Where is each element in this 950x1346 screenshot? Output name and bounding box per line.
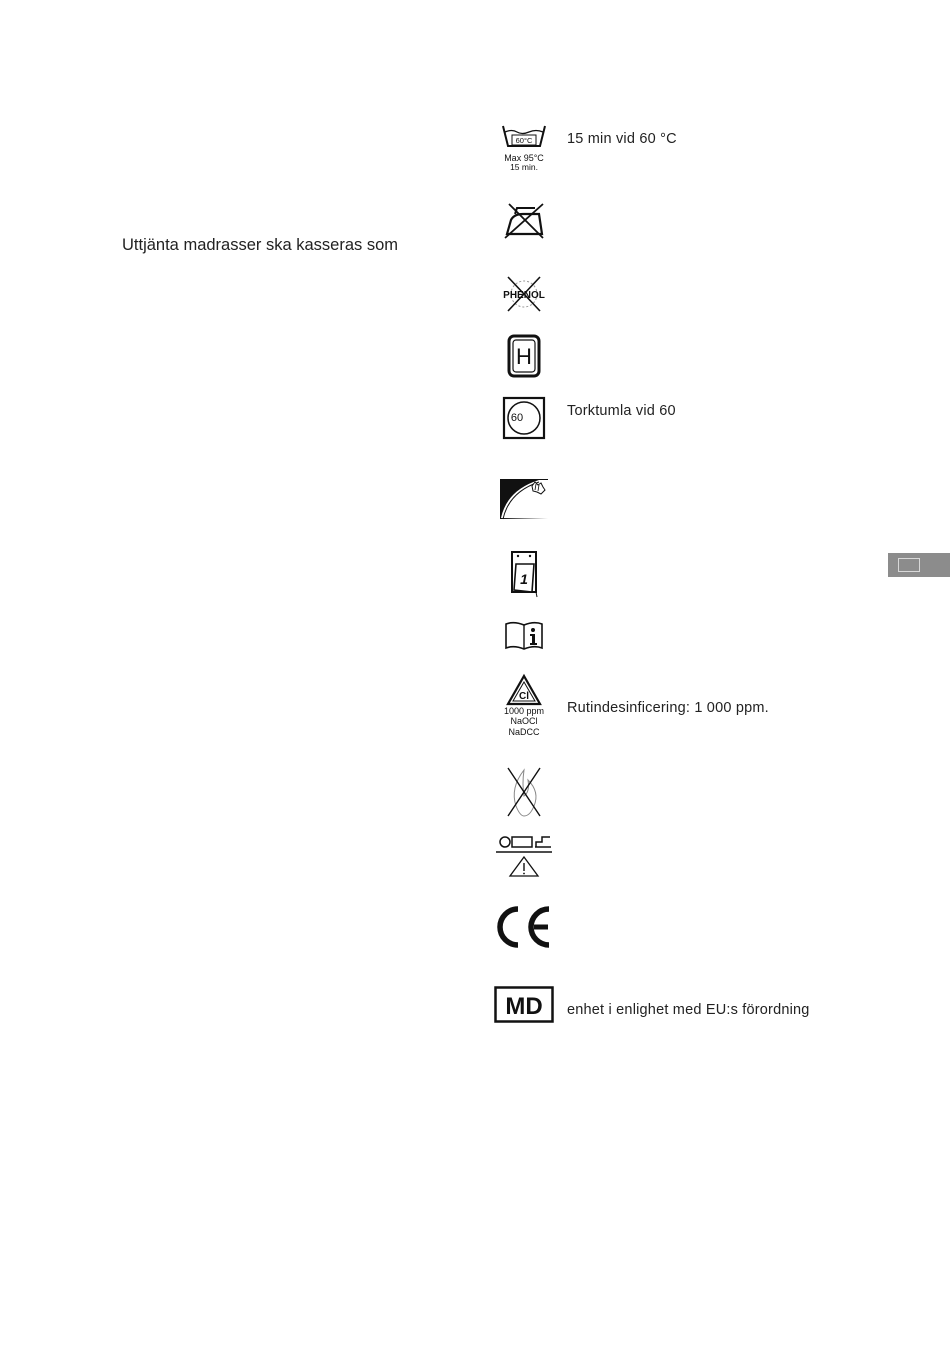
page-tab-box [898,558,920,572]
ce-mark-icon [494,904,554,950]
dry-description: Torktumla vid 60 [567,403,676,419]
calendar-day-label: 1 [520,571,528,587]
chlorine-disinfect-icon [494,674,554,740]
chlorine-description: Rutindesinficering: 1 000 ppm. [567,700,769,716]
hospital-h-icon [494,334,554,378]
calendar-icon [494,550,554,598]
page-side-tab [888,553,950,577]
not-flammable-icon [494,766,554,818]
wash-description: 15 min vid 60 °C [567,131,677,147]
md-medical-device-icon [494,986,554,1024]
ppm-label: 1000 ppm [503,706,545,716]
wash-60-icon [494,124,554,176]
wash-max-label: Max 95°C [504,153,544,163]
md-description: enhet i enlighet med EU:s förordning [567,1002,810,1018]
md-label: MD [505,993,543,1020]
chlorine-label: Cl [519,691,529,702]
do-not-iron-icon [494,200,554,240]
wipe-surface-icon [494,478,554,520]
read-instructions-icon [494,620,554,652]
wash-temp-label: 60°C [515,136,533,145]
h-label: H [516,344,532,369]
wash-time-label: 15 min. [510,162,538,172]
left-paragraph: Uttjänta madrasser ska kasseras som [122,236,399,254]
phenol-label: PHENOL [503,290,545,301]
no-phenol-icon [494,274,554,314]
naocl-label: NaOCl [510,716,538,726]
nadcc-label: NaDCC [508,727,540,737]
dry-temp-label: 60 [510,412,524,424]
compatibility-warning-icon [494,834,554,878]
tumble-dry-60-icon [494,396,554,440]
